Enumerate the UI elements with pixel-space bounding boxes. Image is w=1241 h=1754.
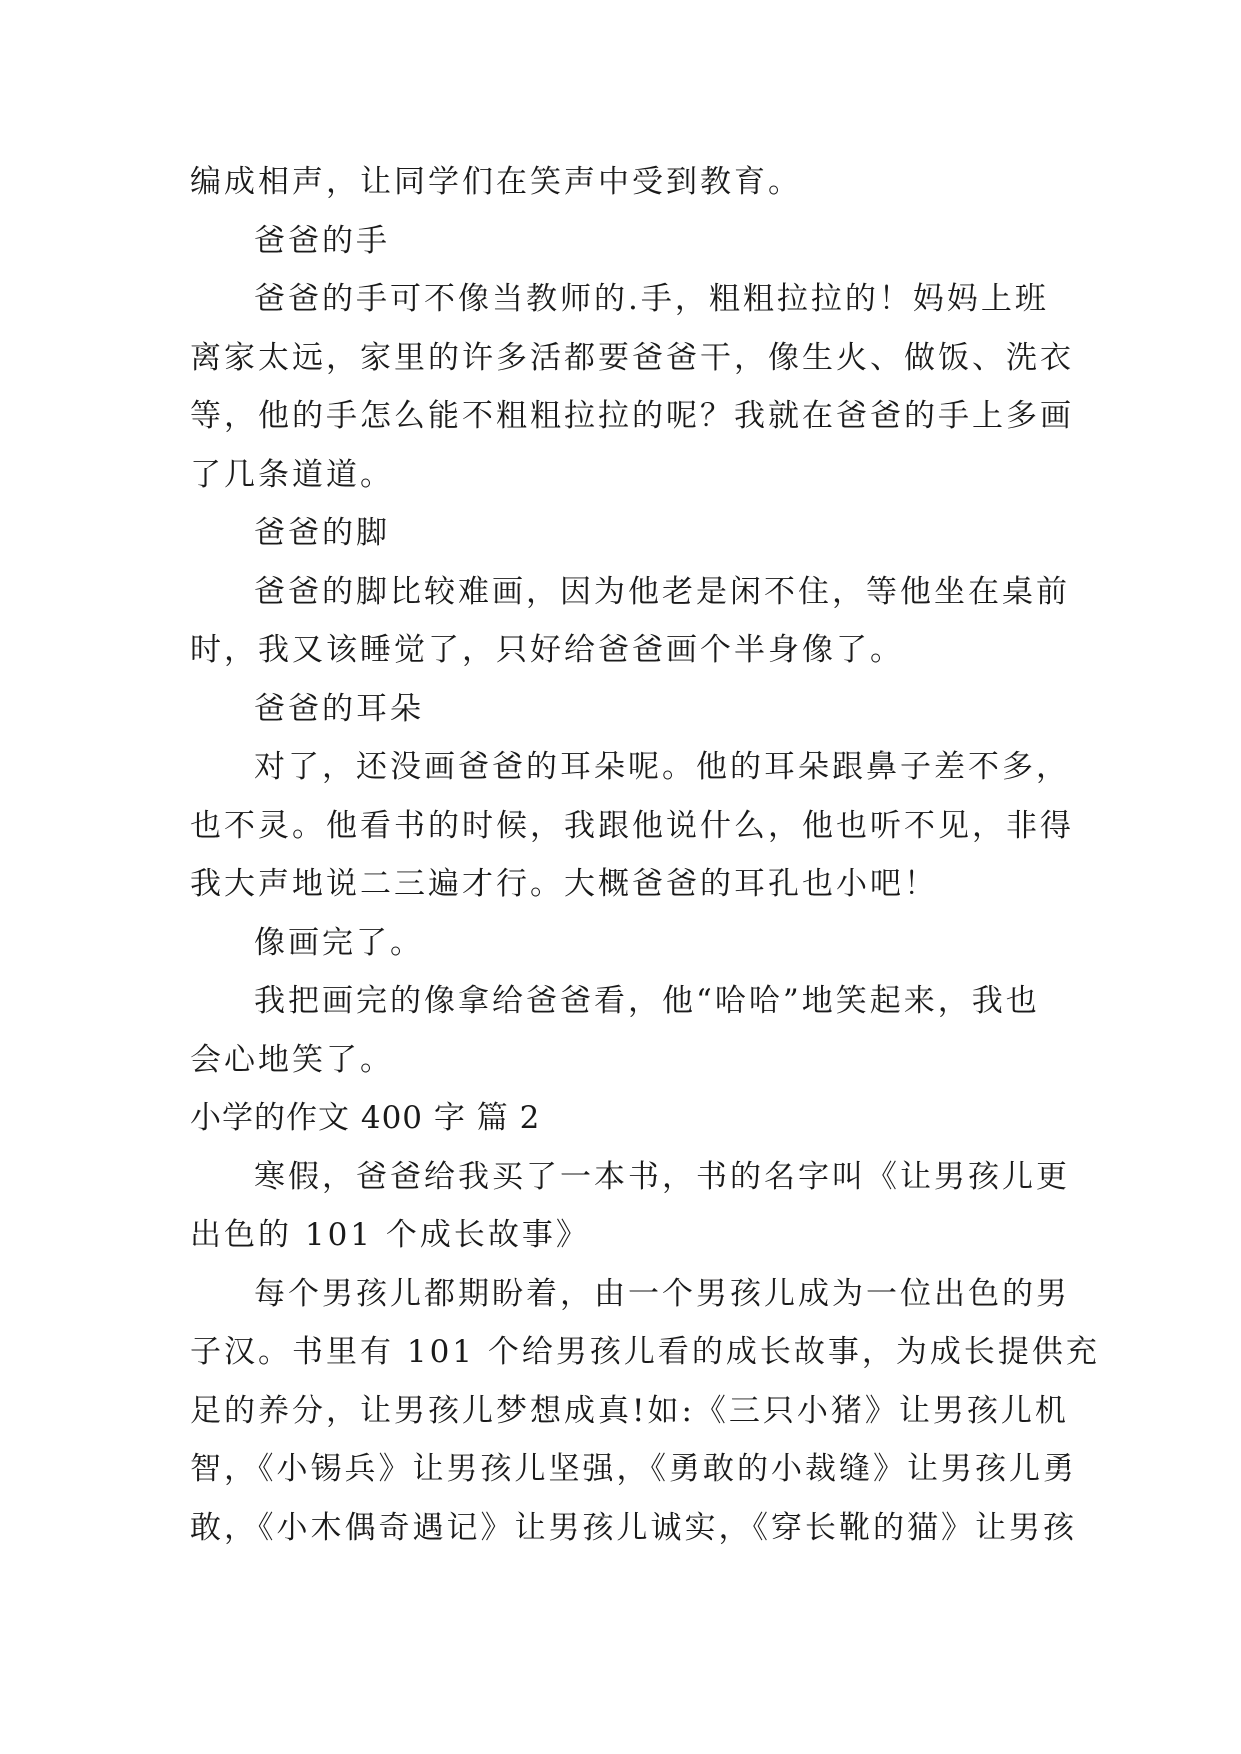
text-line: 智，《小锡兵》让男孩儿坚强，《勇敢的小裁缝》让男孩儿勇 <box>190 1451 1077 1487</box>
text-line: 子汉。书里有 101 个给男孩儿看的成长故事，为成长提供充 <box>190 1334 1100 1370</box>
text-line: 像画完了。 <box>254 924 424 961</box>
text-line: 敢，《小木偶奇遇记》让男孩儿诚实，《穿长靴的猫》让男孩 <box>190 1509 1077 1546</box>
text-line: 爸爸的脚比较难画，因为他老是闲不住，等他坐在桌前 <box>254 573 1070 610</box>
text-line: 也不灵。他看书的时候，我跟他说什么，他也听不见，非得 <box>190 807 1074 844</box>
document-body <box>190 153 1100 1557</box>
text-line: 出色的 101 个成长故事》 <box>190 1217 590 1253</box>
text-line: 足的养分，让男孩儿梦想成真!如:《三只小猪》让男孩儿机 <box>190 1392 1069 1429</box>
text-line: 我把画完的像拿给爸爸看，他“哈哈”地笑起来，我也 <box>254 983 1040 1019</box>
text-line: 寒假，爸爸给我买了一本书，书的名字叫《让男孩儿更 <box>254 1158 1070 1195</box>
text-line: 每个男孩儿都期盼着，由一个男孩儿成为一位出色的男 <box>254 1275 1070 1312</box>
text-line: 时，我又该睡觉了，只好给爸爸画个半身像了。 <box>190 632 904 668</box>
text-line: 对了，还没画爸爸的耳朵呢。他的耳朵跟鼻子差不多， <box>254 749 1070 785</box>
section-heading-foot: 爸爸的脚 <box>254 515 390 551</box>
text-line: 编成相声，让同学们在笑声中受到教育。 <box>190 164 802 200</box>
text-line: 爸爸的手可不像当教师的.手，粗粗拉拉的！妈妈上班 <box>254 281 1049 317</box>
text-line: 等，他的手怎么能不粗粗拉拉的呢？我就在爸爸的手上多画 <box>190 398 1074 434</box>
section-heading-hand: 爸爸的手 <box>254 222 390 259</box>
article-title: 小学的作文 400 字 篇 2 <box>190 1100 541 1136</box>
text-line: 会心地笑了。 <box>190 1041 394 1078</box>
text-line: 了几条道道。 <box>190 456 394 493</box>
section-heading-ears: 爸爸的耳朵 <box>254 690 424 727</box>
text-line: 我大声地说二三遍才行。大概爸爸的耳孔也小吧！ <box>190 866 938 902</box>
text-line: 离家太远，家里的许多活都要爸爸干，像生火、做饭、洗衣 <box>190 339 1074 376</box>
